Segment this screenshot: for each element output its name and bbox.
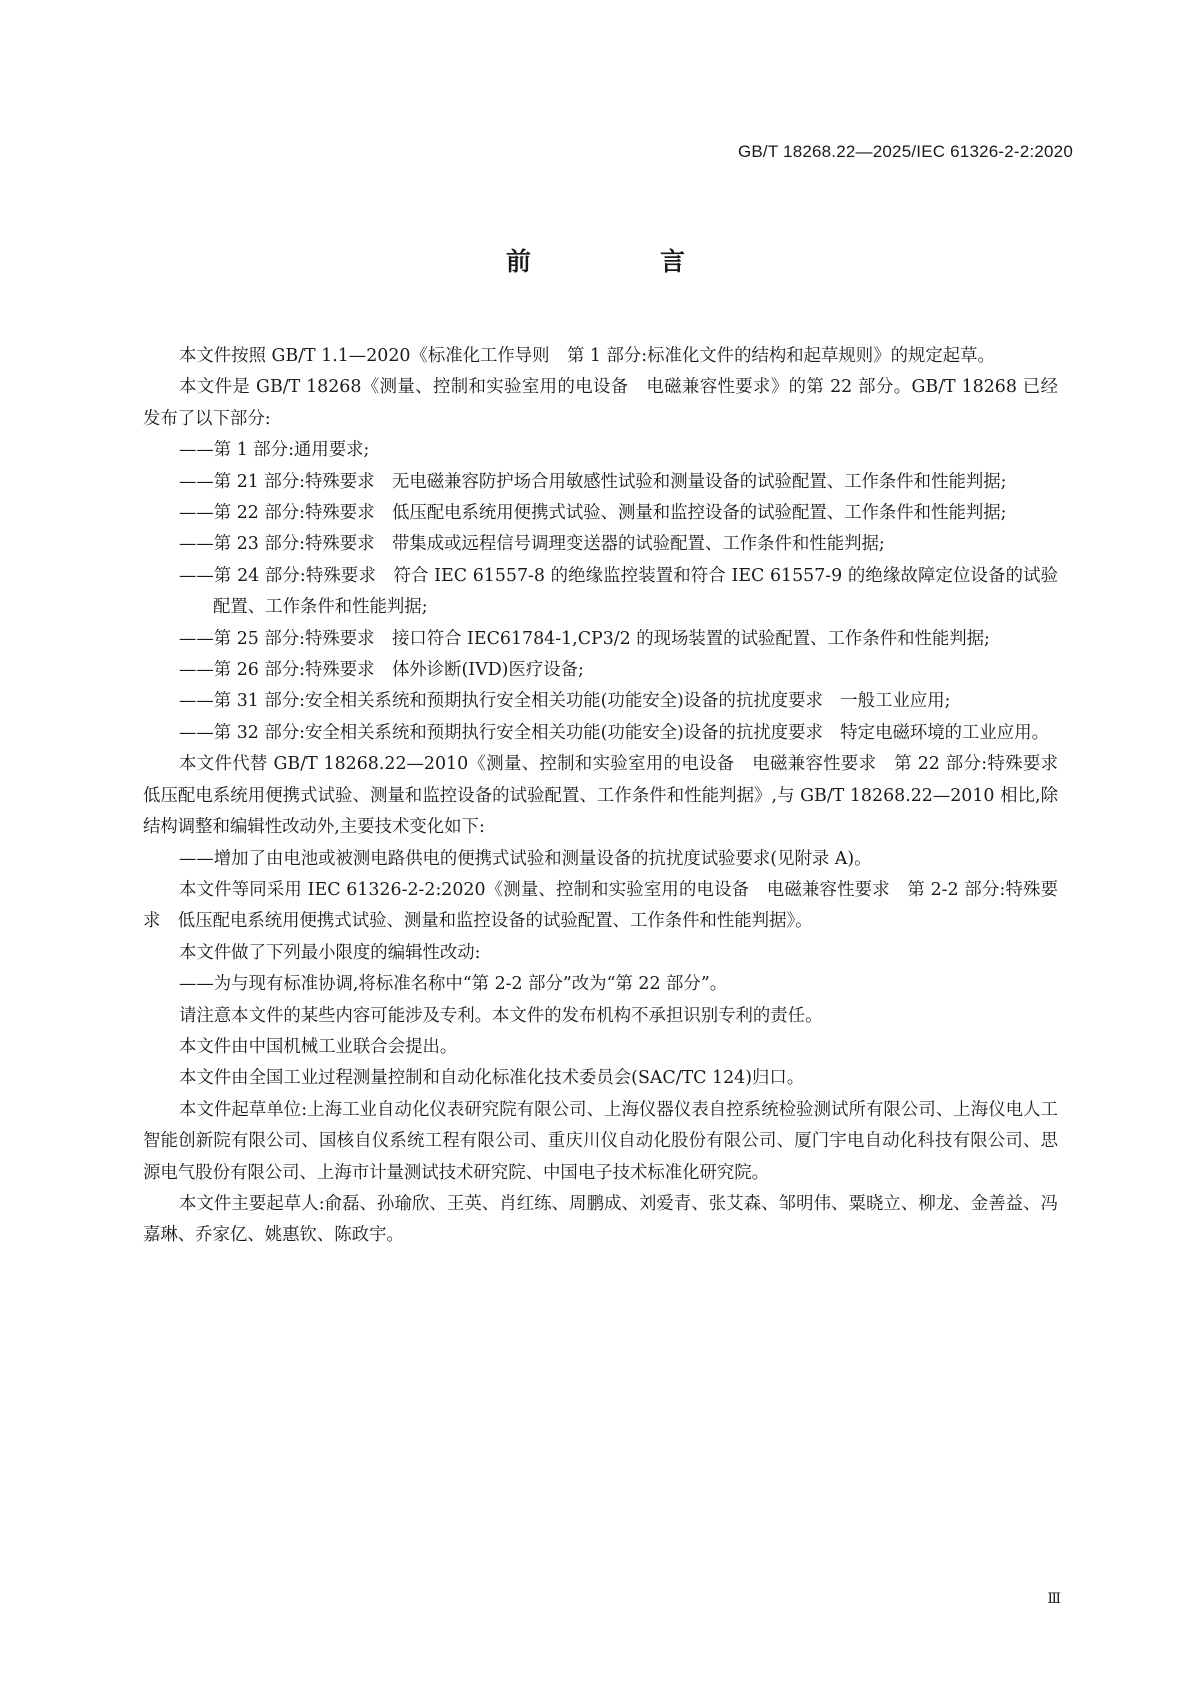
paragraph-identical-adoption: 本文件等同采用 IEC 61326-2-2:2020《测量、控制和实验室用的电设备 电磁兼容性要求 第 2-2 部分:特殊要求 低压配电系统用便携式试验、测量和监控设备的试验配置、工作条件和性能判据》。: [143, 879, 1058, 932]
paragraph-replaces: 本文件代替 GB/T 18268.22—2010《测量、控制和实验室用的电设备 电磁兼容性要求 第 22 部分:特殊要求 低压配电系统用便携式试验、测量和监控设备的试验配置、工作条件和性能判据》,与 GB/T 18268.22—2010 相比,除结构调整和编辑性改动外,主要技术变化如下:: [143, 754, 1076, 838]
list-item-part-24: ——第 24 部分:特殊要求 符合 IEC 61557-8 的绝缘监控装置和符合 IEC 61557-9 的绝缘故障定位设备的试验配置、工作条件和性能判据;: [179, 565, 1058, 618]
paragraph-drafting-rules: 本文件按照 GB/T 1.1—2020《标准化工作导则 第 1 部分:标准化文件的结构和起草规则》的规定起草。: [179, 346, 995, 366]
page-title: 前 言: [505, 247, 737, 276]
list-item-part-22: ——第 22 部分:特殊要求 低压配电系统用便携式试验、测量和监控设备的试验配置、工作条件和性能判据;: [179, 503, 1007, 524]
list-item-part-32: ——第 32 部分:安全相关系统和预期执行安全相关功能(功能安全)设备的抗扰度要求 特定电磁环境的工业应用。: [179, 722, 1049, 743]
paragraph-technical-committee: 本文件由全国工业过程测量控制和自动化标准化技术委员会(SAC/TC 124)归口。: [179, 1068, 805, 1089]
paragraph-patent-notice: 请注意本文件的某些内容可能涉及专利。本文件的发布机构不承担识别专利的责任。: [179, 1005, 823, 1026]
paragraph-drafters: 本文件主要起草人:俞磊、孙瑜欣、王英、肖红练、周鹏成、刘爱青、张艾森、邹明伟、粟晓立、柳龙、金善益、冯嘉琳、乔家亿、姚惠钦、陈政宇。: [143, 1193, 1058, 1246]
list-item-part-1: ——第 1 部分:通用要求;: [179, 440, 370, 461]
list-item-part-25: ——第 25 部分:特殊要求 接口符合 IEC61784-1,CP3/2 的现场装置的试验配置、工作条件和性能判据;: [179, 628, 990, 649]
page-number: Ⅲ: [1047, 1591, 1061, 1607]
paragraph-drafting-organizations: 本文件起草单位:上海工业自动化仪表研究院有限公司、上海仪器仪表自控系统检验测试所有限公司、上海仪电人工智能创新院有限公司、国核自仪系统工程有限公司、重庆川仪自动化股份有限公司、厦门宇电自动化科技有限公司、思源电气股份有限公司、上海市计量测试技术研究院、中国电子技术标准化研究院。: [143, 1099, 1058, 1183]
list-item-part-31: ——第 31 部分:安全相关系统和预期执行安全相关功能(功能安全)设备的抗扰度要求 一般工业应用;: [179, 691, 951, 712]
list-item-part-26: ——第 26 部分:特殊要求 体外诊断(IVD)医疗设备;: [179, 660, 584, 681]
paragraph-series-intro: 本文件是 GB/T 18268《测量、控制和实验室用的电设备 电磁兼容性要求》的第 22 部分。GB/T 18268 已经发布了以下部分:: [143, 377, 1058, 429]
paragraph-proposer: 本文件由中国机械工业联合会提出。: [179, 1036, 458, 1057]
foreword-body: [143, 341, 1076, 1252]
paragraph-editorial-changes: 本文件做了下列最小限度的编辑性改动:: [179, 942, 481, 963]
standard-code-header: GB/T 18268.22—2025/IEC 61326-2-2:2020: [737, 142, 1073, 161]
list-item-technical-change: ——增加了由电池或被测电路供电的便携式试验和测量设备的抗扰度试验要求(见附录 A)。: [179, 848, 872, 869]
list-item-editorial-change: ——为与现有标准协调,将标准名称中“第 2-2 部分”改为“第 22 部分”。: [179, 974, 728, 995]
list-item-part-23: ——第 23 部分:特殊要求 带集成或远程信号调理变送器的试验配置、工作条件和性能判据;: [179, 534, 885, 555]
list-item-part-21: ——第 21 部分:特殊要求 无电磁兼容防护场合用敏感性试验和测量设备的试验配置、工作条件和性能判据;: [179, 471, 1007, 492]
